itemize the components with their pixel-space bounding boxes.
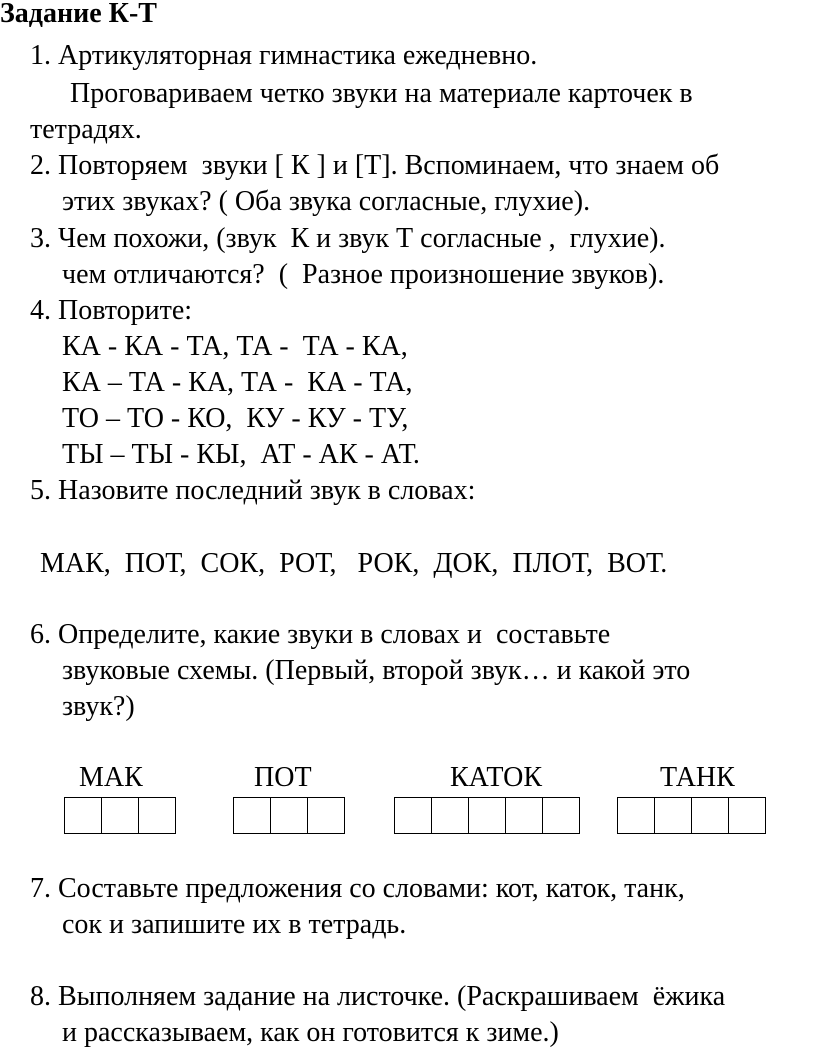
item-8: 8. Выполняем задание на листочке. (Раскрашиваем ёжика [30, 981, 726, 1012]
scheme-word-pot: ПОТ [254, 762, 312, 793]
syllables-line-2: КА – ТА - КА, ТА - КА - ТА, [62, 367, 413, 398]
scheme-word-mak: МАК [79, 762, 143, 793]
scheme-boxes-katok [394, 797, 580, 834]
syllables-line-4: ТЫ – ТЫ - КЫ, АТ - АК - АТ. [62, 439, 420, 470]
sound-cell [654, 797, 692, 834]
item-2-line-2: этих звуках? ( Оба звука согласные, глухие). [62, 186, 591, 217]
item-3-line-2: чем отличаются? ( Разное произношение звуков). [62, 259, 665, 290]
page-title: Задание К-Т [0, 0, 157, 29]
sound-cell [233, 797, 271, 834]
sound-cell [431, 797, 469, 834]
last-sound-words: МАК, ПОТ, СОК, РОТ, РОК, ДОК, ПЛОТ, ВОТ. [40, 548, 668, 579]
sound-cell [691, 797, 729, 834]
sound-cell [64, 797, 102, 834]
sound-cell [307, 797, 345, 834]
syllables-line-3: ТО – ТО - КО, КУ - КУ - ТУ, [62, 403, 409, 434]
sound-cell [728, 797, 766, 834]
scheme-word-katok: КАТОК [450, 762, 543, 793]
item-5: 5. Назовите последний звук в словах: [30, 475, 476, 506]
item-8-line-2: и рассказываем, как он готовится к зиме.) [62, 1017, 559, 1048]
item-1: 1. Артикуляторная гимнастика ежедневно. [30, 40, 538, 71]
sound-cell [270, 797, 308, 834]
sound-cell [542, 797, 580, 834]
sound-cell [468, 797, 506, 834]
sound-cell [138, 797, 176, 834]
item-4: 4. Повторите: [30, 295, 193, 326]
item-1-line-3: тетрадях. [30, 114, 142, 145]
item-6-line-3: звук?) [62, 691, 135, 722]
item-2: 2. Повторяем звуки [ К ] и [Т]. Вспоминаем, что знаем об [30, 150, 720, 181]
item-6-line-2: звуковые схемы. (Первый, второй звук… и какой это [62, 655, 691, 686]
scheme-boxes-mak [64, 797, 176, 834]
sound-cell [617, 797, 655, 834]
sound-cell [101, 797, 139, 834]
sound-cell [394, 797, 432, 834]
sound-cell [505, 797, 543, 834]
scheme-word-tank: ТАНК [660, 762, 735, 793]
scheme-boxes-pot [233, 797, 345, 834]
item-3: 3. Чем похожи, (звук К и звук Т согласные , глухие). [30, 223, 666, 254]
item-7-line-2: сок и запишите их в тетрадь. [62, 909, 407, 940]
scheme-boxes-tank [617, 797, 766, 834]
item-7: 7. Составьте предложения со словами: кот, каток, танк, [30, 873, 685, 904]
item-6: 6. Определите, какие звуки в словах и составьте [30, 619, 611, 650]
syllables-line-1: КА - КА - ТА, ТА - ТА - КА, [62, 331, 408, 362]
item-1-line-2: Проговариваем четко звуки на материале карточек в [70, 78, 693, 109]
